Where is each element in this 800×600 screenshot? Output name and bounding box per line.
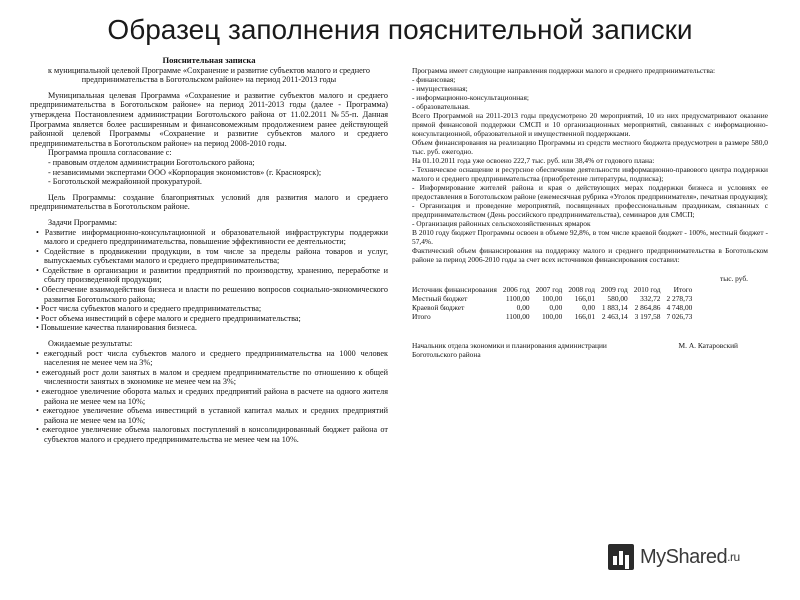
table-cell: 332,72 bbox=[640, 294, 661, 303]
note-subheading: к муниципальной целевой Программе «Сохранение и развитие субъектов малого и среднего предпринимательства в Боготольском районе» на период 2011-2013 годы bbox=[47, 65, 371, 85]
table-cell: 166,01 bbox=[574, 312, 596, 321]
table-header-cell: 2006 год bbox=[502, 285, 530, 294]
funding-paragraph: Объем финансирования на реализацию Программы из средств местного бюджета предусмотрен в размере 580,0 тыс. руб. ежегодно. bbox=[412, 138, 768, 156]
directions-intro: Программа имеет следующие направления поддержки малого и среднего предпринимательства: bbox=[412, 66, 716, 75]
myshared-watermark bbox=[608, 540, 768, 574]
unit-label: тыс. руб. bbox=[720, 274, 748, 283]
table-cell: 100,00 bbox=[541, 312, 563, 321]
table-header-cell: 2009 год bbox=[601, 285, 628, 294]
table-cell: 7 026,73 bbox=[666, 312, 693, 321]
direction-item: - образовательная. bbox=[412, 102, 470, 111]
left-column bbox=[30, 56, 388, 445]
result-item: • ежегодный рост доли занятых в малом и среднем предпринимательстве по отношению к общей численности занятых в экономике не менее чем на 3%; bbox=[30, 368, 388, 387]
table-cell: Краевой бюджет bbox=[412, 303, 465, 312]
table-header-cell: 2008 год bbox=[568, 285, 596, 294]
table-cell: 166,01 bbox=[574, 294, 596, 303]
table-cell: 1100,00 bbox=[505, 294, 530, 303]
table-header-cell: Источник финансирования bbox=[412, 285, 497, 294]
task-item: • Содействие в организации и развитии предприятий по производству, хранению, переработке и сбыту произведенной продукции; bbox=[30, 266, 388, 285]
results-list bbox=[30, 349, 388, 445]
tasks-title: Задачи Программы: bbox=[48, 217, 118, 227]
table-cell: 4 748,00 bbox=[666, 303, 693, 312]
directions-list bbox=[412, 75, 768, 111]
table-row bbox=[412, 312, 695, 321]
table-cell: 2 278,73 bbox=[666, 294, 693, 303]
table-cell: 3 197,58 bbox=[634, 312, 661, 321]
signature-name: М. А. Катаровский bbox=[678, 341, 738, 350]
activity-item: - Информирование жителей района и края о действующих мерах поддержки бизнеса и условиях ее предоставления в Боготольском районе (ежемесячная рубрика «Уголок предпринимателя», печатная продукция); bbox=[412, 183, 768, 201]
actual-funding-paragraph: Фактический объем финансирования на поддержку малого и среднего предпринимательства в Боготольском районе за период 2006-2010 годы за счет всех источников финансирования составил: bbox=[412, 246, 768, 264]
result-item: • ежегодное увеличение оборота малых и средних предприятий района в расчете на одного жителя района не менее чем на 10%; bbox=[30, 387, 388, 406]
table-cell: 2 463,14 bbox=[601, 312, 628, 321]
activity-item: - Организация и проведение мероприятий, посвященных профессиональным праздникам, связанных с предпринимательством (День российского предпринимательства), семинаров для СМСП; bbox=[412, 201, 768, 219]
task-item: • Обеспечение взаимодействия бизнеса и власти по решению вопросов социально-экономического развития Боготольского района; bbox=[30, 285, 388, 304]
table-header-row bbox=[412, 285, 695, 294]
task-item: • Развитие информационно-консультационной и образовательной инфраструктуры поддержки малого и среднего предпринимательства, повышение эффективности ее деятельности; bbox=[30, 228, 388, 247]
task-item: • Повышение качества планирования бизнеса. bbox=[30, 323, 388, 333]
activity-item: - Организация районных сельскохозяйственных ярмарок bbox=[412, 219, 591, 228]
table-cell: 1 883,14 bbox=[601, 303, 628, 312]
table-row bbox=[412, 294, 695, 303]
table-cell: 580,00 bbox=[607, 294, 628, 303]
agreement-item: - независимыми экспертами ООО «Корпорация экономистов» (г. Красноярск); bbox=[48, 167, 322, 177]
measures-paragraph: Всего Программой на 2011-2013 годы предусмотрено 20 мероприятий, 10 из них предусматривают оказание прямой финансовой поддержки СМСП и 10 организационных мероприятий, связанных с информационно-консультационной, образовательной и имущественной поддержками. bbox=[412, 111, 768, 138]
table-header-cell: 2007 год bbox=[535, 285, 563, 294]
agreement-item: - правовым отделом администрации Боготольского района; bbox=[48, 157, 255, 167]
table-cell: 0,00 bbox=[516, 303, 530, 312]
direction-item: - финансовая; bbox=[412, 75, 456, 84]
document-page bbox=[30, 56, 770, 566]
watermark-brand: MyShared bbox=[640, 545, 728, 568]
result-item: • ежегодное увеличение объема налоговых поступлений в консолидированный бюджет района от субъектов малого и среднего предпринимательства не менее чем на 10%. bbox=[30, 425, 388, 444]
budget-2010-paragraph: В 2010 году бюджет Программы освоен в объеме 92,8%, в том числе краевой бюджет - 100%, местный бюджет - 57,4%. bbox=[412, 228, 768, 246]
signature-role: Начальник отдела экономики и планирования администрации Боготольского района bbox=[412, 341, 607, 359]
slide-title: Образец заполнения пояснительной записки bbox=[107, 14, 693, 45]
table-row bbox=[412, 303, 695, 312]
table-cell: 0,00 bbox=[549, 303, 563, 312]
program-goal: Цель Программы: создание благоприятных условий для развития малого и среднего предпринимательства в Боготольском районе. bbox=[30, 192, 388, 212]
table-cell: 2 864,86 bbox=[634, 303, 661, 312]
table-cell: Итого bbox=[412, 312, 431, 321]
bar-chart-logo-icon bbox=[608, 544, 634, 570]
activities-list bbox=[412, 165, 768, 228]
task-item: • Содействие в продвижении продукции, в том числе за пределы района товаров и услуг, выпускаемых субъектами малого и среднего предпринимательства; bbox=[30, 247, 388, 266]
note-heading: Пояснительная записка bbox=[162, 55, 256, 65]
right-column bbox=[412, 56, 768, 359]
tasks-list bbox=[30, 228, 388, 334]
agreement-list bbox=[30, 158, 388, 187]
direction-item: - информационно-консультационная; bbox=[412, 93, 529, 102]
table-header-cell: 2010 год bbox=[633, 285, 661, 294]
table-cell: 1100,00 bbox=[505, 312, 530, 321]
watermark-suffix: .ru bbox=[727, 550, 740, 564]
intro-paragraph: Муниципальная целевая Программа «Сохранение и развитие субъектов малого и среднего предпринимательства в Боготольском районе» на период 2011-2013 годы (далее - Программа) утверждена Постановлением администрации Боготольского района от 11.02.2011 №55-п. Данная Программа является более расширенным и финансовомежным продолжением ранее действующей районной целевой Программы «Сохранение и развитие субъектов малого и среднего предпринимательства в Боготольском районе» на период 2008-2010 годы. bbox=[30, 90, 388, 148]
table-header-cell: Итого bbox=[673, 285, 693, 294]
signature-block bbox=[412, 341, 768, 359]
activity-item: - Техническое оснащение и ресурсное обеспечение деятельности информационно-правового центра поддержки малого и среднего предпринимательства (приобретение литературы, подписка); bbox=[412, 165, 768, 183]
agreement-title: Программа прошла согласование с: bbox=[48, 148, 172, 158]
table-cell: Местный бюджет bbox=[412, 294, 468, 303]
table-cell: 100,00 bbox=[541, 294, 563, 303]
task-item: • Рост объема инвестиций в сфере малого и среднего предпринимательства; bbox=[30, 314, 388, 324]
result-item: • ежегодный рост числа субъектов малого и среднего предпринимательства на 1000 человек населения не менее чем на 3%; bbox=[30, 349, 388, 368]
progress-paragraph: На 01.10.2011 года уже освоено 222,7 тыс. руб. или 38,4% от годового плана: bbox=[412, 156, 655, 165]
agreement-item: - Боготольской межрайонной прокуратурой. bbox=[48, 177, 202, 187]
results-title: Ожидаемые результаты: bbox=[48, 339, 133, 349]
funding-table bbox=[412, 285, 695, 321]
result-item: • ежегодное увеличение объема инвестиций в уставной капитал малых и средних предприятий района не менее чем на 10%; bbox=[30, 406, 388, 425]
task-item: • Рост числа субъектов малого и среднего предпринимательства; bbox=[30, 304, 388, 314]
direction-item: - имущественная; bbox=[412, 84, 468, 93]
table-cell: 0,00 bbox=[582, 303, 596, 312]
